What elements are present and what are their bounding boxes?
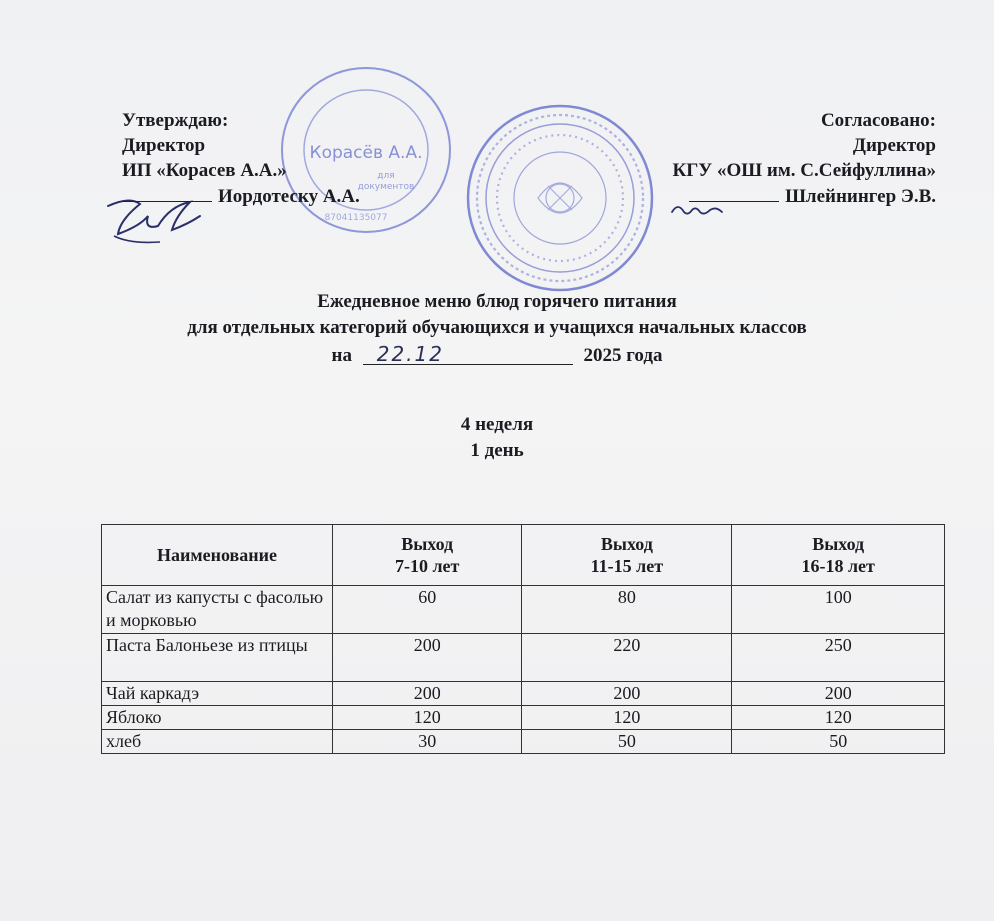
- menu-table: [101, 524, 945, 754]
- table-header-row: [102, 525, 945, 586]
- left-stamp-name: Корасёв А.А.: [309, 143, 423, 163]
- dish-name: Паста Балоньезе из птицы: [102, 634, 333, 682]
- left-stamp-number: 87041135077: [324, 213, 388, 223]
- right-stamp-inner-ring: [514, 152, 606, 244]
- portion-7-10: 120: [333, 706, 522, 730]
- title-line2: для отдельных категорий обучающихся и учащихся начальных классов: [187, 317, 807, 338]
- dish-name: хлеб: [102, 730, 333, 754]
- right-stamp-emblem: [538, 183, 582, 213]
- agreed-label: Согласовано:: [820, 110, 936, 131]
- portion-7-10: 60: [333, 586, 522, 634]
- portion-16-18: 200: [732, 682, 945, 706]
- portion-11-15: 200: [522, 682, 732, 706]
- title-line1: Ежедневное меню блюд горячего питания: [317, 291, 677, 312]
- portion-16-18: 100: [732, 586, 945, 634]
- approver-signature-line: [122, 183, 212, 202]
- agreer-org: КГУ «ОШ им. С.Сейфуллина»: [672, 160, 936, 181]
- right-stamp-outer-ring: [468, 106, 652, 290]
- date-field: [363, 341, 573, 365]
- header-age-11-15: Выход 11-15 лет: [522, 525, 732, 586]
- portion-7-10: 200: [333, 634, 522, 682]
- agreement-block: [672, 108, 936, 209]
- week-day-block: [0, 412, 994, 464]
- portion-11-15: 120: [522, 706, 732, 730]
- date-handwritten: 22.12: [376, 342, 444, 366]
- day-label: 1 день: [470, 440, 524, 461]
- agreer-position: Директор: [852, 135, 936, 156]
- right-stamp: [460, 98, 660, 298]
- approve-label: Утверждаю:: [122, 110, 229, 131]
- approver-signature-row: [122, 183, 360, 209]
- portion-11-15: 80: [522, 586, 732, 634]
- approval-block: [122, 108, 360, 209]
- date-suffix: 2025 года: [583, 345, 663, 366]
- portion-7-10: 200: [333, 682, 522, 706]
- table-row: [102, 706, 945, 730]
- portion-16-18: 250: [732, 634, 945, 682]
- approver-org: ИП «Корасев А.А.»: [122, 160, 287, 181]
- title-date-row: [0, 341, 994, 369]
- dish-name: Чай каркадэ: [102, 682, 333, 706]
- right-stamp-middle-ring: [486, 124, 634, 272]
- header-age-16-18: Выход 16-18 лет: [732, 525, 945, 586]
- table-row: [102, 730, 945, 754]
- table-row: [102, 682, 945, 706]
- portion-16-18: 120: [732, 706, 945, 730]
- right-stamp-ring-text: [477, 115, 643, 281]
- header-name: Наименование: [102, 525, 333, 586]
- dish-name: Яблоко: [102, 706, 333, 730]
- agreer-signature-line: [689, 183, 779, 202]
- date-prefix: на: [331, 345, 352, 366]
- agreer-name: Шлейнингер Э.В.: [785, 186, 936, 207]
- portion-7-10: 30: [333, 730, 522, 754]
- approver-position: Директор: [122, 135, 206, 156]
- table-row: [102, 586, 945, 634]
- agreer-signature-row: [672, 183, 936, 209]
- header-age-7-10: Выход 7-10 лет: [333, 525, 522, 586]
- dish-name: Салат из капусты с фасолью и морковью: [102, 586, 333, 634]
- table-row: [102, 634, 945, 682]
- left-stamp-line2: документов: [357, 182, 415, 192]
- menu-title: [0, 289, 994, 369]
- portion-11-15: 220: [522, 634, 732, 682]
- portion-16-18: 50: [732, 730, 945, 754]
- approver-name: Иордотеску А.А.: [218, 186, 360, 207]
- week-label: 4 неделя: [460, 414, 534, 435]
- portion-11-15: 50: [522, 730, 732, 754]
- left-stamp-line1: для: [377, 171, 395, 181]
